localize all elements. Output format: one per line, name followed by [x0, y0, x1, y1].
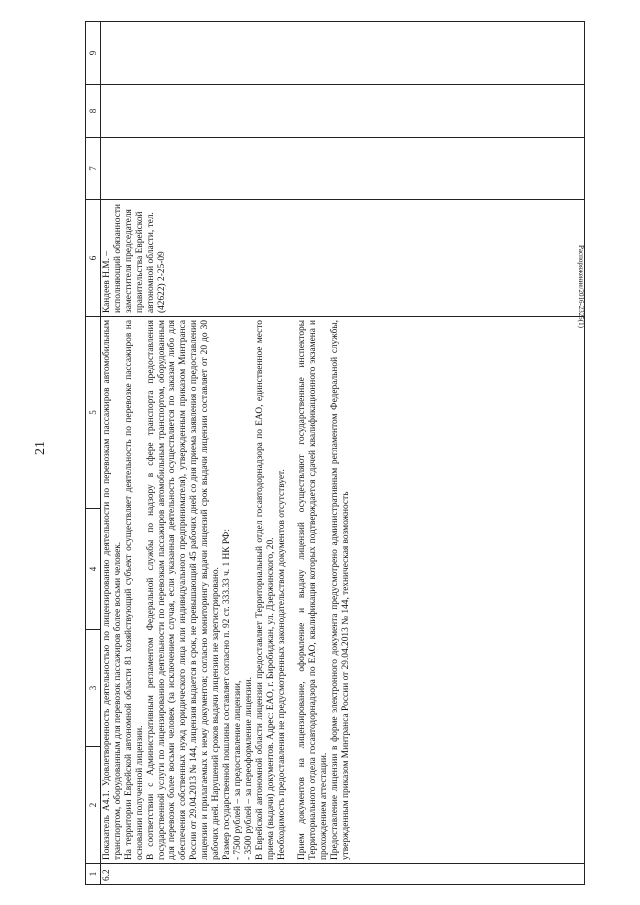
paragraph-fee: Размер государственной пошлины составляет согласно п. 92 ст. 333.33 ч. 1 НК РФ: — [221, 529, 232, 860]
header-cell-7: 7 — [86, 138, 101, 200]
table-row — [101, 22, 585, 885]
empty-cell-7 — [101, 138, 585, 200]
paragraph-licensees: На территории Еврейской автономной области 81 хозяйствующий субъект осуществляет деятельность по перевозке пассажиров на основании полученной лицензии. — [123, 320, 145, 860]
row-number-cell: 6.2 — [101, 864, 585, 885]
paragraph-documents: Необходимость предоставления не предусмотренных законодательством документов отсутствует. — [276, 469, 287, 860]
indicator-description-cell — [101, 317, 585, 864]
rotated-table-container — [85, 50, 585, 885]
header-cell-4: 4 — [86, 509, 101, 630]
header-cell-5: 5 — [86, 317, 101, 509]
paragraph-indicator: Показатель А4.1. Удовлетворенность деятельностью по лицензированию деятельности по перевозкам пассажиров автомобильным транспортом, оборудованным для перевозок пассажиров более восьми человек. — [102, 320, 123, 860]
header-cell-9: 9 — [86, 22, 101, 85]
header-cell-1: 1 — [86, 864, 101, 885]
header-cell-8: 8 — [86, 85, 101, 138]
header-cell-6: 6 — [86, 200, 101, 317]
responsible-person-cell: Кандеев Н.М. – исполняющий обязанности заместителя председателя правительства Еврейской автономной области, тел. (42622) 2-25-09 — [101, 200, 585, 317]
header-cell-3: 3 — [86, 630, 101, 747]
table-header-row — [86, 22, 101, 885]
paragraph-office: В Еврейской автономной области лицензии предоставляет Территориальный отдел госавтодорнадзора по ЕАО, единственное место приема (выдачи) документов. Адрес: ЕАО, г. Биробиджан, ул. Дзержинского, 20. — [254, 320, 276, 860]
document-footer: Распоряжение/2016-2325(1) — [577, 245, 585, 328]
paragraph-fee-issue: - 7500 рублей – за предоставление лицензии, — [232, 680, 243, 860]
page-number: 21 — [33, 441, 48, 455]
empty-cell-9 — [101, 22, 585, 85]
paragraph-electronic: Предоставление лицензии в форме электронного документа предусмотрено административным регламентом Федеральной службы, утвержденным приказом Минтранса России от 29.04.2013 № 144, техническая возможность — [330, 320, 352, 860]
paragraph-fee-reissue: - 3500 рублей – за переоформление лицензии. — [243, 677, 254, 860]
report-table — [85, 21, 585, 885]
paragraph-inspectors: Прием документов на лицензирование, оформление и выдачу лицензий осуществляют государственные инспекторы Территориального отдела госавтодорнадзора по ЕАО, квалификация которых подтверждается сдачей квалификационного экзамена и прохождением аттестации. — [297, 320, 330, 860]
empty-cell-8 — [101, 85, 585, 138]
paragraph-gap — [287, 320, 297, 860]
header-cell-2: 2 — [86, 747, 101, 864]
paragraph-regulation: В соответствии с Административным регламентом Федеральной службы по надзору в сфере транспорта предоставления государственной услуги по лицензированию деятельности по перевозкам пассажиров автомобильным транспортом, оборудованным для перевозок более восьми человек (за исключением случая, если указанная деятельность осуществляется по заказам либо для обеспечения собственных нужд юридического лица или индивидуального предпринимателя), утвержденным приказом Минтранса России от 29.04.2013 № 144, лицензия выдается в срок, не превышающий 45 рабочих дней со дня приема заявления о предоставлении лицензии и прилагаемых к нему документов; согласно мониторингу выдачи лицензий срок выдачи лицензии составляет от 20 до 30 рабочих дней. Нарушений сроков выдачи лицензии не зарегистрировано. — [145, 320, 222, 860]
